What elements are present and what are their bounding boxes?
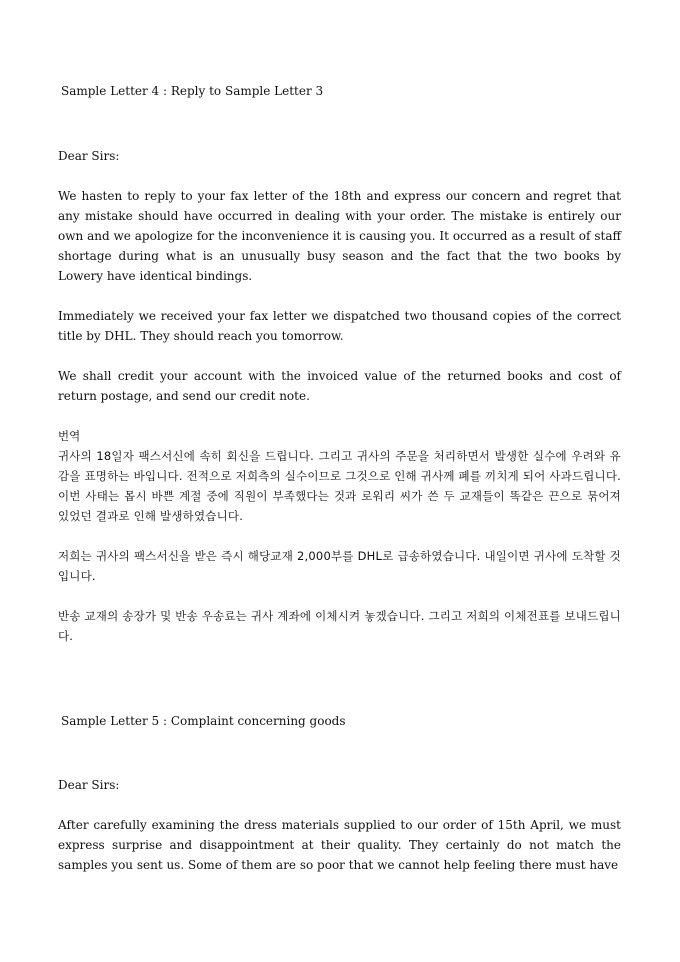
translation-label: 번역 [58,429,81,443]
letter4-paragraph-1: We hasten to reply to your fax letter of the 18th and express our concern and regret that any mistake should have occurred in dealing with your order. The mistake is entirely our own and we apologize for the inconvenience it is causing you. It occurred as a result of staff shortage during what is an unusually busy season and the fact that the two books by Lowery have identical bindings. [58,189,621,283]
letter4-heading: Sample Letter 4 : Reply to Sample Letter 3 [61,84,324,98]
letter4-salutation: Dear Sirs: [58,149,120,163]
translation-paragraph-3: 반송 교재의 송장가 및 반송 우송료는 귀사 계좌에 이체시켜 놓겠습니다. 그리고 저희의 이체전표를 보내드립니다. [58,609,621,643]
translation-paragraph-2: 저희는 귀사의 팩스서신을 받은 즉시 해당교재 2,000부를 DHL로 급송하였습니다. 내일이면 귀사에 도착할 것입니다. [58,549,621,583]
letter5-paragraph-1: After carefully examining the dress materials supplied to our order of 15th April, we must express surprise and disappointment at their quality. They certainly do not match the samples you sent us. Some of them are so poor that we cannot help feeling there must have [58,818,621,872]
translation-paragraph-1: 귀사의 18일자 팩스서신에 속히 회신을 드립니다. 그리고 귀사의 주문을 처리하면서 발생한 실수에 우려와 유감을 표명하는 바입니다. 전적으로 저희측의 실수이므로 그것으로 인해 귀사께 폐를 끼치게 되어 사과드립니다. 이번 사태는 몹시 바쁜 계절 중에 직원이 부족했다는 것과 로워리 씨가 쓴 두 교재들이 똑같은 끈으로 묶어져 있었던 결과로 인해 발생하였습니다. [58,449,621,523]
letter5-salutation: Dear Sirs: [58,778,120,792]
letter4-paragraph-3: We shall credit your account with the invoiced value of the returned books and cost of return postage, and send our credit note. [58,369,621,403]
letter4-paragraph-2: Immediately we received your fax letter we dispatched two thousand copies of the correct title by DHL. They should reach you tomorrow. [58,309,621,343]
letter5-heading: Sample Letter 5 : Complaint concerning goods [61,714,346,728]
